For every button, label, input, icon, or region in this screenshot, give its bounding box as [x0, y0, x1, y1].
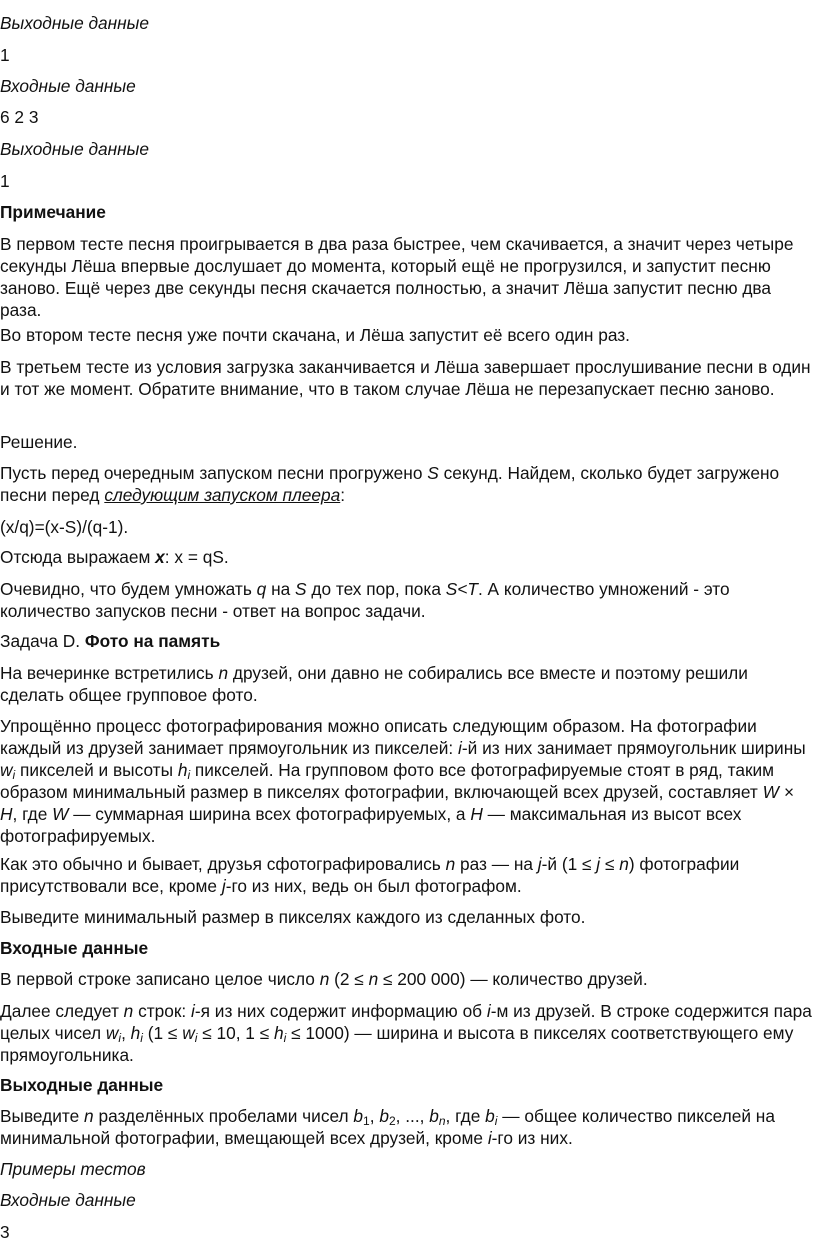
- output-label: Выходные данные: [0, 139, 150, 159]
- task-paragraph-2: Упрощённо процесс фотографирования можно описать следующим образом. На фотографии каждый из друзей занимает прямоугольник из пикселей: i-й из них занимает прямоугольник ширины $w_i$ пикселей и высоты $h_i$ пикселей. На групповом фото все фотографируемые стоят в ряд, таким образом минимальный размер в пикселях фотографии, включающей всех друзей, составляет W × H, где W — суммарная ширина всех фотографируемых, а H — максимальная из высот всех фотографируемых.: [0, 716, 806, 846]
- note-paragraph-2: Во втором тесте песня уже почти скачана, и Лёша запустит её всего один раз.: [0, 325, 630, 345]
- input-paragraph-2: Далее следует n строк: i-я из них содержит информацию об i-м из друзей. В строке содержится пара целых чисел $w_i$, $h_i$ ($1 \le w_i \le 10$, $1 \le h_i \le 1000$) — ширина и высота в пикселях соответствующего ему прямоугольника.: [0, 1001, 812, 1065]
- examples-label: Примеры тестов: [0, 1159, 146, 1179]
- output-value: 1: [0, 45, 10, 65]
- output-paragraph: Выведите n разделённых пробелами чисел $b_1$, $b_2$, ..., $b_n$, где $b_i$ — общее количество пикселей на минимальной фотографии, вмещающей всех друзей, кроме i-го из них.: [0, 1106, 775, 1148]
- input-heading: Входные данные: [0, 938, 149, 958]
- solution-paragraph-1: Пусть перед очередным запуском песни прогружено S секунд. Найдем, сколько будет загружено песни перед следующим запуском плеера:: [0, 463, 780, 505]
- task-title: Задача D. Фото на память: [0, 631, 221, 651]
- output-label: Выходные данные: [0, 13, 150, 33]
- formula: (x/q)=(x-S)/(q-1).: [0, 517, 129, 537]
- solution-paragraph-4: Очевидно, что будем умножать q на S до тех пор, пока S<T. А количество умножений - это количество запусков песни - ответ на вопрос задачи.: [0, 579, 730, 621]
- input-value: 3: [0, 1222, 10, 1242]
- input-label: Входные данные: [0, 1190, 136, 1210]
- note-heading: Примечание: [0, 202, 106, 222]
- solution-paragraph-3: Отсюда выражаем x: x = qS.: [0, 547, 229, 567]
- output-value: 1: [0, 171, 10, 191]
- player-link[interactable]: следующим запуском плеера: [104, 485, 341, 505]
- input-label: Входные данные: [0, 76, 136, 96]
- input-value: 6 2 3: [0, 107, 39, 127]
- output-heading: Выходные данные: [0, 1075, 164, 1095]
- task-paragraph-1: На вечеринке встретились n друзей, они давно не собирались все вместе и поэтому решили сделать общее групповое фото.: [0, 663, 748, 705]
- input-paragraph-1: В первой строке записано целое число n (2 ≤ n ≤ 200 000) — количество друзей.: [0, 969, 648, 989]
- task-paragraph-4: Выведите минимальный размер в пикселях каждого из сделанных фото.: [0, 907, 586, 927]
- note-paragraph-3: В третьем тесте из условия загрузка заканчивается и Лёша завершает прослушивание песни в один и тот же момент. Обратите внимание, что в таком случае Лёша не перезапускает песню заново.: [0, 357, 811, 399]
- note-paragraph-1: В первом тесте песня проигрывается в два раза быстрее, чем скачивается, а значит через четыре секунды Лёша впервые дослушает до момента, который ещё не прогрузился, и запустит песню заново. Ещё через две секунды песня скачается полностью, а значит Лёша запустит песню два раза.: [0, 234, 794, 320]
- task-paragraph-3: Как это обычно и бывает, друзья сфотографировались n раз — на j-й (1 ≤ j ≤ n) фотографии присутствовали все, кроме j-го из них, ведь он был фотографом.: [0, 854, 740, 896]
- solution-label: Решение.: [0, 432, 78, 452]
